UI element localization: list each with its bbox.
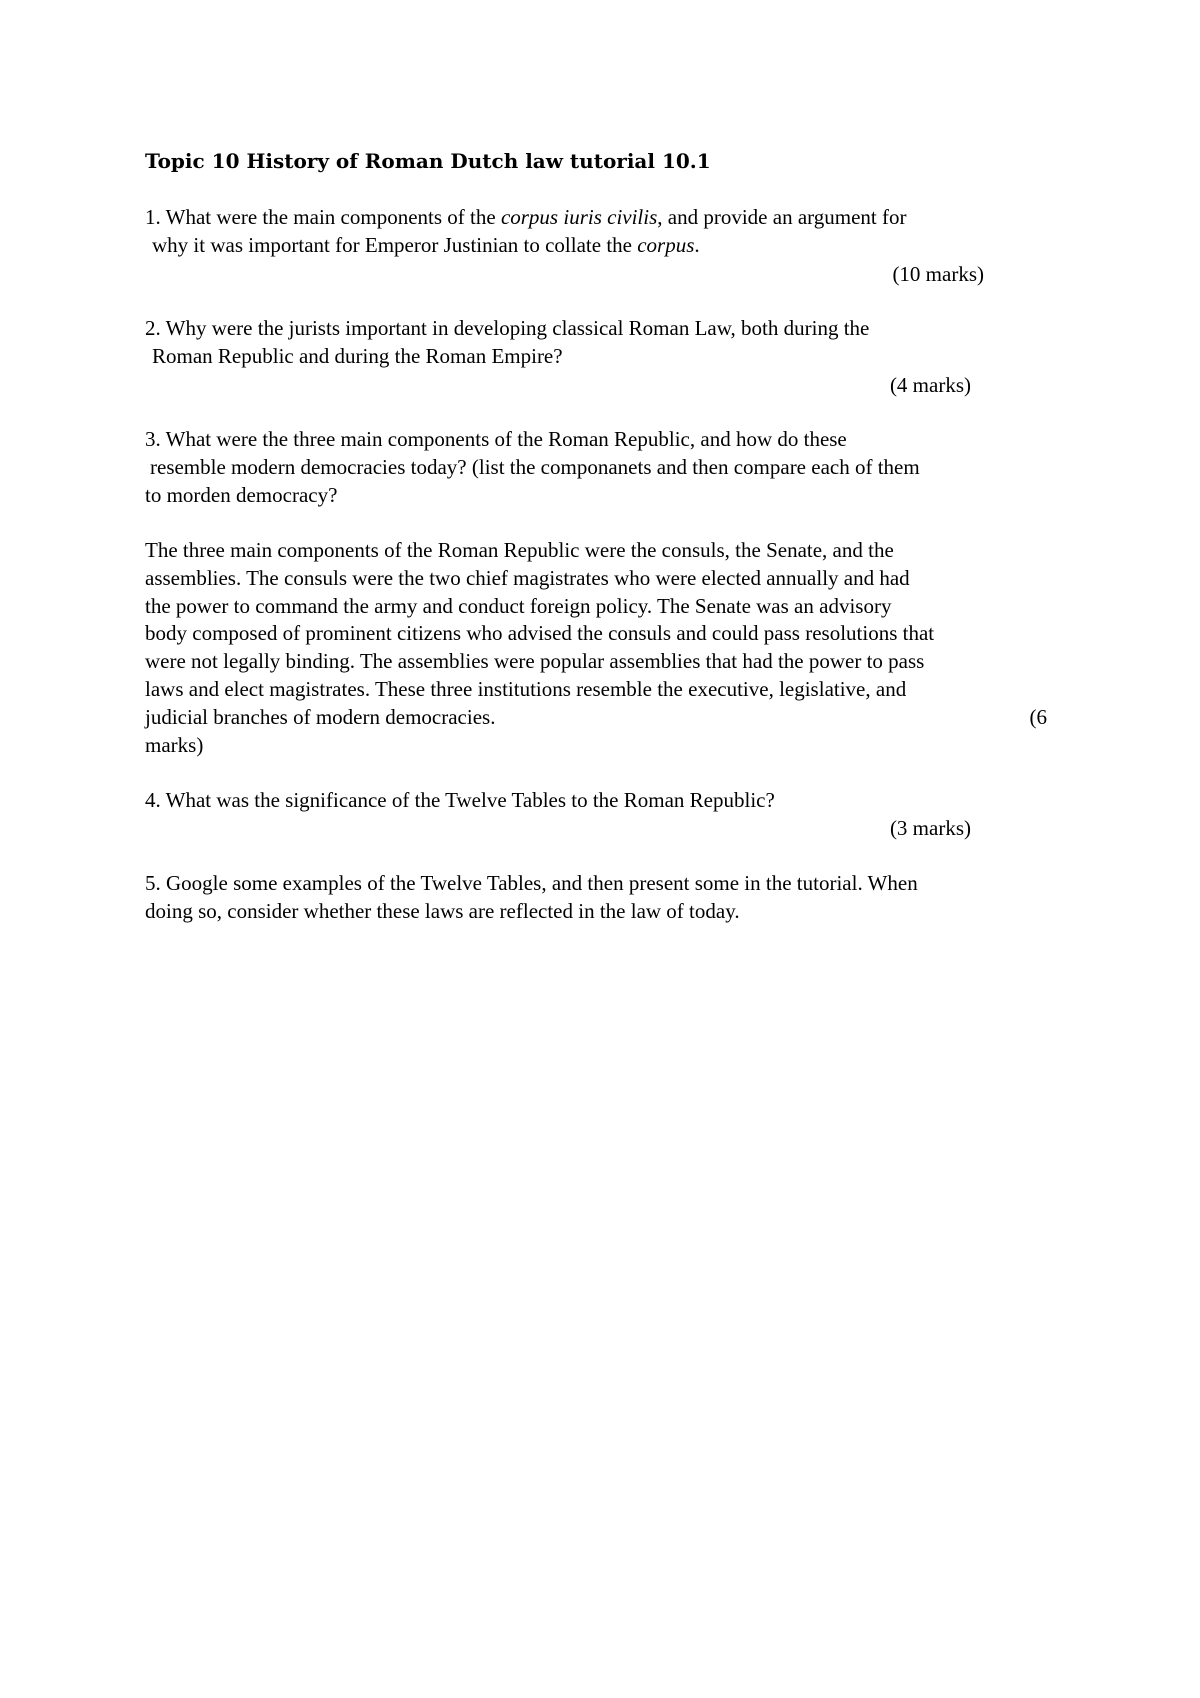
answer-3-line-1: The three main components of the Roman Republic were the consuls, the Senate, and the xyxy=(145,538,894,562)
question-1-marks: (10 marks) xyxy=(892,262,984,286)
question-1-text-end: , and provide an argument for xyxy=(657,205,907,229)
document-title: Topic 10 History of Roman Dutch law tutorial 10.1 xyxy=(145,149,711,173)
question-3-line-2: resemble modern democracies today? (list the componanets and then compare each of them xyxy=(150,455,920,479)
answer-3-line-6: laws and elect magistrates. These three institutions resemble the executive, legislative, and xyxy=(145,677,907,701)
question-1-text-2-end: . xyxy=(694,233,700,257)
answer-3-line-2: assemblies. The consuls were the two chief magistrates who were elected annually and had xyxy=(145,566,910,590)
question-1-italic-term: corpus iuris civilis xyxy=(500,205,658,229)
question-5-line-1: 5. Google some examples of the Twelve Tables, and then present some in the tutorial. When xyxy=(145,871,918,895)
answer-3-line-5: were not legally binding. The assemblies were popular assemblies that had the power to pass xyxy=(145,649,925,673)
answer-3-line-3: the power to command the army and conduct foreign policy. The Senate was an advisory xyxy=(145,594,892,618)
question-3-line-1: 3. What were the three main components of the Roman Republic, and how do these xyxy=(145,427,847,451)
question-1-text: 1. What were the main components of the xyxy=(145,205,501,229)
question-5-line-2: doing so, consider whether these laws are reflected in the law of today. xyxy=(145,899,740,923)
question-3-marks-part-2: marks) xyxy=(145,733,204,757)
answer-3-line-4: body composed of prominent citizens who advised the consuls and could pass resolutions that xyxy=(145,621,935,645)
question-3-marks-part-1: (6 xyxy=(1029,705,1047,729)
question-3-line-3: to morden democracy? xyxy=(145,483,338,507)
question-2-marks: (4 marks) xyxy=(889,373,971,397)
question-1-line-2 xyxy=(152,231,700,259)
question-2-line-1: 2. Why were the jurists important in developing classical Roman Law, both during the xyxy=(145,316,870,340)
question-1-text-2: why it was important for Emperor Justinian to collate the xyxy=(152,233,638,257)
question-1-italic-term-2: corpus xyxy=(637,233,695,257)
question-4-marks: (3 marks) xyxy=(889,816,971,840)
answer-3-line-7: judicial branches of modern democracies. xyxy=(145,705,496,729)
question-2-line-2: Roman Republic and during the Roman Empire? xyxy=(152,344,563,368)
question-1-line-1 xyxy=(145,203,906,231)
question-4-line-1: 4. What was the significance of the Twelve Tables to the Roman Republic? xyxy=(145,788,775,812)
